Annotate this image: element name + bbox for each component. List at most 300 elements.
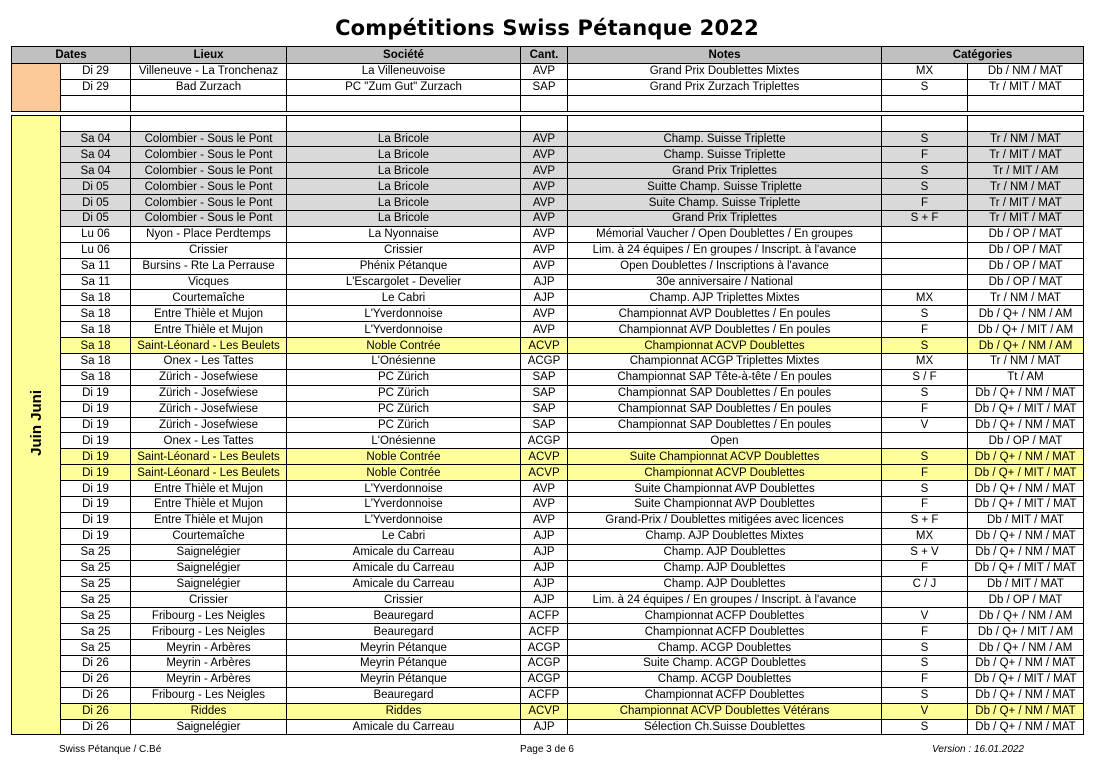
canton-cell: AJP (521, 719, 568, 735)
category-code-cell: MX (882, 64, 968, 80)
canton-cell: ACVP (521, 465, 568, 481)
societe-cell: Riddes (287, 703, 521, 719)
canton-cell: SAP (521, 385, 568, 401)
category-code-cell: S + F (882, 211, 968, 227)
lieu-cell: Entre Thièle et Mujon (131, 512, 287, 528)
notes-cell: Suitte Champ. Suisse Triplette (568, 179, 882, 195)
table-row (12, 195, 1084, 211)
societe-cell: Noble Contrée (287, 465, 521, 481)
date-cell: Sa 18 (61, 306, 131, 322)
canton-cell: AJP (521, 560, 568, 576)
category-code-cell: V (882, 703, 968, 719)
notes-cell: Champ. ACGP Doublettes (568, 640, 882, 656)
date-cell: Sa 04 (61, 131, 131, 147)
category-code-cell: S (882, 640, 968, 656)
table-row (12, 147, 1084, 163)
category-detail-cell: Tr / MIT / MAT (968, 195, 1084, 211)
canton-cell: AJP (521, 576, 568, 592)
header-cant: Cant. (521, 47, 568, 64)
societe-cell: Amicale du Carreau (287, 719, 521, 735)
category-code-cell: S (882, 79, 968, 95)
notes-cell: Grand-Prix / Doublettes mitigées avec licences (568, 512, 882, 528)
table-row (12, 671, 1084, 687)
category-detail-cell: Db / Q+ / NM / MAT (968, 544, 1084, 560)
category-detail-cell: Db / Q+ / MIT / MAT (968, 465, 1084, 481)
footer-author: Swiss Pétanque / C.Bé (59, 744, 162, 755)
notes-cell: Suite Championnat AVP Doublettes (568, 497, 882, 513)
canton-cell: AJP (521, 528, 568, 544)
notes-cell: Grand Prix Triplettes (568, 163, 882, 179)
category-code-cell: F (882, 401, 968, 417)
lieu-cell: Saignelégier (131, 719, 287, 735)
category-code-cell (882, 226, 968, 242)
table-row (12, 211, 1084, 227)
table-row (12, 354, 1084, 370)
societe-cell: Beauregard (287, 687, 521, 703)
category-code-cell: MX (882, 528, 968, 544)
date-cell: Sa 18 (61, 354, 131, 370)
category-code-cell: F (882, 671, 968, 687)
category-detail-cell: Tr / MIT / MAT (968, 211, 1084, 227)
lieu-cell: Bad Zurzach (131, 79, 287, 95)
table-row (12, 179, 1084, 195)
date-cell: Sa 18 (61, 369, 131, 385)
date-cell: Sa 11 (61, 274, 131, 290)
category-code-cell: S (882, 655, 968, 671)
table-row (12, 512, 1084, 528)
table-row (12, 576, 1084, 592)
category-code-cell: C / J (882, 576, 968, 592)
table-row (12, 528, 1084, 544)
lieu-cell: Vicques (131, 274, 287, 290)
category-detail-cell: Db / Q+ / NM / MAT (968, 449, 1084, 465)
societe-cell: L'Escargolet - Develier (287, 274, 521, 290)
societe-cell: Le Cabri (287, 528, 521, 544)
lieu-cell: Meyrin - Arbères (131, 640, 287, 656)
societe-cell: Noble Contrée (287, 449, 521, 465)
date-cell: Di 29 (61, 64, 131, 80)
table-row (12, 401, 1084, 417)
lieu-cell: Onex - Les Tattes (131, 354, 287, 370)
category-code-cell: F (882, 322, 968, 338)
table-row (12, 79, 1084, 95)
date-cell: Di 26 (61, 719, 131, 735)
header-notes: Notes (568, 47, 882, 64)
date-cell: Sa 04 (61, 163, 131, 179)
lieu-cell: Saignelégier (131, 560, 287, 576)
notes-cell: Suite Championnat ACVP Doublettes (568, 449, 882, 465)
category-code-cell: S (882, 179, 968, 195)
date-cell: Sa 25 (61, 640, 131, 656)
date-cell: Di 19 (61, 528, 131, 544)
notes-cell: Suite Champ. Suisse Triplette (568, 195, 882, 211)
table-row (12, 624, 1084, 640)
date-cell: Sa 18 (61, 322, 131, 338)
notes-cell: Grand Prix Triplettes (568, 211, 882, 227)
societe-cell: L'Yverdonnoise (287, 497, 521, 513)
notes-cell: Championnat SAP Doublettes / En poules (568, 401, 882, 417)
category-detail-cell: Tr / NM / MAT (968, 354, 1084, 370)
table-row (12, 544, 1084, 560)
month-label-june: Juin Juni (27, 390, 45, 456)
category-code-cell: F (882, 497, 968, 513)
category-detail-cell: Db / Q+ / NM / AM (968, 608, 1084, 624)
societe-cell: PC Zürich (287, 385, 521, 401)
category-code-cell: V (882, 608, 968, 624)
lieu-cell: Colombier - Sous le Pont (131, 195, 287, 211)
category-code-cell (882, 242, 968, 258)
lieu-cell: Fribourg - Les Neigles (131, 687, 287, 703)
date-cell: Di 19 (61, 497, 131, 513)
header-societe: Société (287, 47, 521, 64)
date-cell: Di 26 (61, 703, 131, 719)
societe-cell: La Bricole (287, 131, 521, 147)
table-row (12, 385, 1084, 401)
month-marker-may (12, 64, 61, 112)
category-code-cell: MX (882, 354, 968, 370)
lieu-cell: Saint-Léonard - Les Beulets (131, 449, 287, 465)
notes-cell: Championnat ACVP Doublettes Vétérans (568, 703, 882, 719)
category-detail-cell: Db / MIT / MAT (968, 576, 1084, 592)
date-cell: Sa 18 (61, 290, 131, 306)
category-code-cell: F (882, 195, 968, 211)
societe-cell: Meyrin Pétanque (287, 671, 521, 687)
notes-cell: Open (568, 433, 882, 449)
lieu-cell: Entre Thièle et Mujon (131, 497, 287, 513)
lieu-cell: Colombier - Sous le Pont (131, 179, 287, 195)
date-cell: Sa 18 (61, 338, 131, 354)
canton-cell: ACGP (521, 640, 568, 656)
canton-cell: SAP (521, 79, 568, 95)
empty-row (12, 115, 1084, 131)
date-cell: Sa 25 (61, 608, 131, 624)
category-detail-cell: Db / Q+ / MIT / MAT (968, 560, 1084, 576)
lieu-cell: Crissier (131, 242, 287, 258)
category-detail-cell: Db / Q+ / MIT / AM (968, 624, 1084, 640)
lieu-cell: Fribourg - Les Neigles (131, 624, 287, 640)
category-code-cell: F (882, 465, 968, 481)
table-row (12, 163, 1084, 179)
date-cell: Di 19 (61, 401, 131, 417)
societe-cell: La Bricole (287, 179, 521, 195)
lieu-cell: Courtemaîche (131, 290, 287, 306)
table-row (12, 655, 1084, 671)
category-code-cell: S + F (882, 512, 968, 528)
table-row (12, 560, 1084, 576)
category-code-cell: S + V (882, 544, 968, 560)
table-row (12, 640, 1084, 656)
societe-cell: Le Cabri (287, 290, 521, 306)
canton-cell: ACFP (521, 608, 568, 624)
category-detail-cell: Db / OP / MAT (968, 242, 1084, 258)
canton-cell: ACGP (521, 433, 568, 449)
societe-cell: La Bricole (287, 211, 521, 227)
table-row (12, 608, 1084, 624)
table-row (12, 226, 1084, 242)
category-code-cell: MX (882, 290, 968, 306)
table-row (12, 481, 1084, 497)
category-code-cell: S (882, 131, 968, 147)
societe-cell: Meyrin Pétanque (287, 640, 521, 656)
societe-cell: L'Onésienne (287, 433, 521, 449)
canton-cell: ACGP (521, 354, 568, 370)
lieu-cell: Saint-Léonard - Les Beulets (131, 338, 287, 354)
notes-cell: 30e anniversaire / National (568, 274, 882, 290)
date-cell: Lu 06 (61, 226, 131, 242)
notes-cell: Suite Champ. ACGP Doublettes (568, 655, 882, 671)
canton-cell: AVP (521, 512, 568, 528)
lieu-cell: Fribourg - Les Neigles (131, 608, 287, 624)
notes-cell: Championnat SAP Tête-à-tête / En poules (568, 369, 882, 385)
date-cell: Sa 25 (61, 624, 131, 640)
footer-page-number: Page 3 de 6 (520, 744, 574, 755)
category-detail-cell: Tr / MIT / MAT (968, 79, 1084, 95)
notes-cell: Championnat SAP Doublettes / En poules (568, 417, 882, 433)
date-cell: Di 19 (61, 465, 131, 481)
category-detail-cell: Db / MIT / MAT (968, 512, 1084, 528)
date-cell: Sa 04 (61, 147, 131, 163)
category-detail-cell: Db / Q+ / NM / AM (968, 306, 1084, 322)
lieu-cell: Colombier - Sous le Pont (131, 147, 287, 163)
notes-cell: Championnat ACGP Triplettes Mixtes (568, 354, 882, 370)
date-cell: Di 29 (61, 79, 131, 95)
notes-cell: Champ. AJP Doublettes (568, 544, 882, 560)
table-row (12, 274, 1084, 290)
canton-cell: AJP (521, 274, 568, 290)
category-detail-cell: Db / OP / MAT (968, 226, 1084, 242)
canton-cell: ACGP (521, 671, 568, 687)
societe-cell: PC "Zum Gut" Zurzach (287, 79, 521, 95)
table-row (12, 433, 1084, 449)
canton-cell: AVP (521, 258, 568, 274)
lieu-cell: Courtemaîche (131, 528, 287, 544)
societe-cell: Amicale du Carreau (287, 560, 521, 576)
notes-cell: Sélection Ch.Suisse Doublettes (568, 719, 882, 735)
lieu-cell: Villeneuve - La Tronchenaz (131, 64, 287, 80)
lieu-cell: Meyrin - Arbères (131, 655, 287, 671)
notes-cell: Championnat ACFP Doublettes (568, 624, 882, 640)
notes-cell: Grand Prix Zurzach Triplettes (568, 79, 882, 95)
notes-cell: Champ. AJP Doublettes Mixtes (568, 528, 882, 544)
notes-cell: Champ. Suisse Triplette (568, 131, 882, 147)
societe-cell: L'Yverdonnoise (287, 306, 521, 322)
lieu-cell: Saignelégier (131, 544, 287, 560)
date-cell: Sa 11 (61, 258, 131, 274)
table-row (12, 369, 1084, 385)
category-detail-cell: Tr / NM / MAT (968, 290, 1084, 306)
header-categories: Catégories (882, 47, 1084, 64)
date-cell: Sa 25 (61, 544, 131, 560)
canton-cell: SAP (521, 417, 568, 433)
lieu-cell: Crissier (131, 592, 287, 608)
canton-cell: ACGP (521, 655, 568, 671)
date-cell: Sa 25 (61, 560, 131, 576)
lieu-cell: Colombier - Sous le Pont (131, 131, 287, 147)
date-cell: Di 26 (61, 687, 131, 703)
societe-cell: L'Yverdonnoise (287, 481, 521, 497)
societe-cell: Meyrin Pétanque (287, 655, 521, 671)
date-cell: Di 19 (61, 417, 131, 433)
notes-cell: Championnat ACFP Doublettes (568, 687, 882, 703)
category-detail-cell: Db / Q+ / MIT / MAT (968, 497, 1084, 513)
societe-cell: La Bricole (287, 195, 521, 211)
date-cell: Di 19 (61, 481, 131, 497)
lieu-cell: Saignelégier (131, 576, 287, 592)
societe-cell: Beauregard (287, 608, 521, 624)
table-row (12, 449, 1084, 465)
date-cell: Sa 25 (61, 592, 131, 608)
lieu-cell: Riddes (131, 703, 287, 719)
competition-table (11, 46, 1084, 735)
notes-cell: Championnat SAP Doublettes / En poules (568, 385, 882, 401)
canton-cell: AVP (521, 242, 568, 258)
category-detail-cell: Db / Q+ / NM / MAT (968, 687, 1084, 703)
societe-cell: PC Zürich (287, 401, 521, 417)
notes-cell: Championnat ACFP Doublettes (568, 608, 882, 624)
date-cell: Lu 06 (61, 242, 131, 258)
category-code-cell (882, 433, 968, 449)
category-detail-cell: Db / Q+ / MIT / MAT (968, 671, 1084, 687)
notes-cell: Championnat ACVP Doublettes (568, 465, 882, 481)
lieu-cell: Zürich - Josefwiese (131, 385, 287, 401)
category-code-cell: F (882, 560, 968, 576)
date-cell: Di 05 (61, 211, 131, 227)
societe-cell: Crissier (287, 242, 521, 258)
notes-cell: Championnat ACVP Doublettes (568, 338, 882, 354)
notes-cell: Champ. AJP Triplettes Mixtes (568, 290, 882, 306)
notes-cell: Lim. à 24 équipes / En groupes / Inscript. à l'avance (568, 592, 882, 608)
canton-cell: AVP (521, 163, 568, 179)
table-row (12, 258, 1084, 274)
table-row (12, 592, 1084, 608)
canton-cell: AJP (521, 544, 568, 560)
header-lieux: Lieux (131, 47, 287, 64)
societe-cell: La Bricole (287, 163, 521, 179)
lieu-cell: Nyon - Place Perdtemps (131, 226, 287, 242)
date-cell: Di 19 (61, 449, 131, 465)
category-detail-cell: Db / OP / MAT (968, 258, 1084, 274)
societe-cell: Amicale du Carreau (287, 576, 521, 592)
table-row (12, 687, 1084, 703)
category-code-cell: S (882, 306, 968, 322)
page-title: Compétitions Swiss Pétanque 2022 (335, 16, 759, 40)
category-detail-cell: Tr / NM / MAT (968, 131, 1084, 147)
category-detail-cell: Db / Q+ / NM / MAT (968, 528, 1084, 544)
table-row (12, 497, 1084, 513)
canton-cell: AVP (521, 322, 568, 338)
table-row (12, 465, 1084, 481)
category-detail-cell: Db / OP / MAT (968, 274, 1084, 290)
lieu-cell: Zürich - Josefwiese (131, 369, 287, 385)
category-code-cell: F (882, 624, 968, 640)
category-code-cell: V (882, 417, 968, 433)
table-row (12, 417, 1084, 433)
category-code-cell: S / F (882, 369, 968, 385)
canton-cell: SAP (521, 401, 568, 417)
canton-cell: AVP (521, 179, 568, 195)
lieu-cell: Entre Thièle et Mujon (131, 481, 287, 497)
empty-row (12, 95, 1084, 111)
table-row (12, 719, 1084, 735)
canton-cell: AVP (521, 226, 568, 242)
societe-cell: L'Yverdonnoise (287, 322, 521, 338)
canton-cell: ACVP (521, 703, 568, 719)
category-detail-cell: Db / Q+ / NM / MAT (968, 385, 1084, 401)
category-detail-cell: Db / Q+ / NM / MAT (968, 719, 1084, 735)
notes-cell: Championnat AVP Doublettes / En poules (568, 322, 882, 338)
category-code-cell: F (882, 147, 968, 163)
canton-cell: AJP (521, 592, 568, 608)
lieu-cell: Bursins - Rte La Perrause (131, 258, 287, 274)
lieu-cell: Saint-Léonard - Les Beulets (131, 465, 287, 481)
date-cell: Di 19 (61, 385, 131, 401)
category-code-cell: S (882, 449, 968, 465)
category-detail-cell: Db / Q+ / NM / AM (968, 640, 1084, 656)
category-detail-cell: Tr / MIT / AM (968, 163, 1084, 179)
table-row (12, 322, 1084, 338)
table-header-row (12, 47, 1084, 64)
date-cell: Di 05 (61, 195, 131, 211)
canton-cell: AVP (521, 211, 568, 227)
societe-cell: La Bricole (287, 147, 521, 163)
notes-cell: Grand Prix Doublettes Mixtes (568, 64, 882, 80)
societe-cell: Noble Contrée (287, 338, 521, 354)
canton-cell: AJP (521, 290, 568, 306)
societe-cell: PC Zürich (287, 417, 521, 433)
lieu-cell: Entre Thièle et Mujon (131, 322, 287, 338)
category-detail-cell: Db / Q+ / NM / MAT (968, 703, 1084, 719)
category-detail-cell: Db / Q+ / NM / MAT (968, 655, 1084, 671)
category-detail-cell: Tr / NM / MAT (968, 179, 1084, 195)
footer-version: Version : 16.01.2022 (932, 744, 1024, 755)
canton-cell: AVP (521, 306, 568, 322)
canton-cell: AVP (521, 147, 568, 163)
table-row (12, 703, 1084, 719)
lieu-cell: Zürich - Josefwiese (131, 417, 287, 433)
notes-cell: Champ. AJP Doublettes (568, 576, 882, 592)
table-row (12, 131, 1084, 147)
notes-cell: Lim. à 24 équipes / En groupes / Inscript. à l'avance (568, 242, 882, 258)
canton-cell: AVP (521, 497, 568, 513)
notes-cell: Champ. AJP Doublettes (568, 560, 882, 576)
canton-cell: AVP (521, 131, 568, 147)
date-cell: Di 19 (61, 433, 131, 449)
category-detail-cell: Db / Q+ / NM / AM (968, 338, 1084, 354)
date-cell: Di 26 (61, 671, 131, 687)
category-code-cell (882, 274, 968, 290)
notes-cell: Suite Championnat AVP Doublettes (568, 481, 882, 497)
canton-cell: ACVP (521, 449, 568, 465)
notes-cell: Champ. ACGP Doublettes (568, 671, 882, 687)
category-code-cell (882, 592, 968, 608)
notes-cell: Championnat AVP Doublettes / En poules (568, 306, 882, 322)
societe-cell: PC Zürich (287, 369, 521, 385)
lieu-cell: Entre Thièle et Mujon (131, 306, 287, 322)
category-detail-cell: Db / Q+ / NM / MAT (968, 481, 1084, 497)
canton-cell: ACFP (521, 624, 568, 640)
date-cell: Di 05 (61, 179, 131, 195)
category-code-cell: S (882, 481, 968, 497)
category-detail-cell: Db / Q+ / MIT / MAT (968, 401, 1084, 417)
societe-cell: Crissier (287, 592, 521, 608)
category-detail-cell: Db / OP / MAT (968, 433, 1084, 449)
category-code-cell: S (882, 719, 968, 735)
category-detail-cell: Tt / AM (968, 369, 1084, 385)
canton-cell: SAP (521, 369, 568, 385)
canton-cell: ACFP (521, 687, 568, 703)
table-row (12, 306, 1084, 322)
societe-cell: La Nyonnaise (287, 226, 521, 242)
